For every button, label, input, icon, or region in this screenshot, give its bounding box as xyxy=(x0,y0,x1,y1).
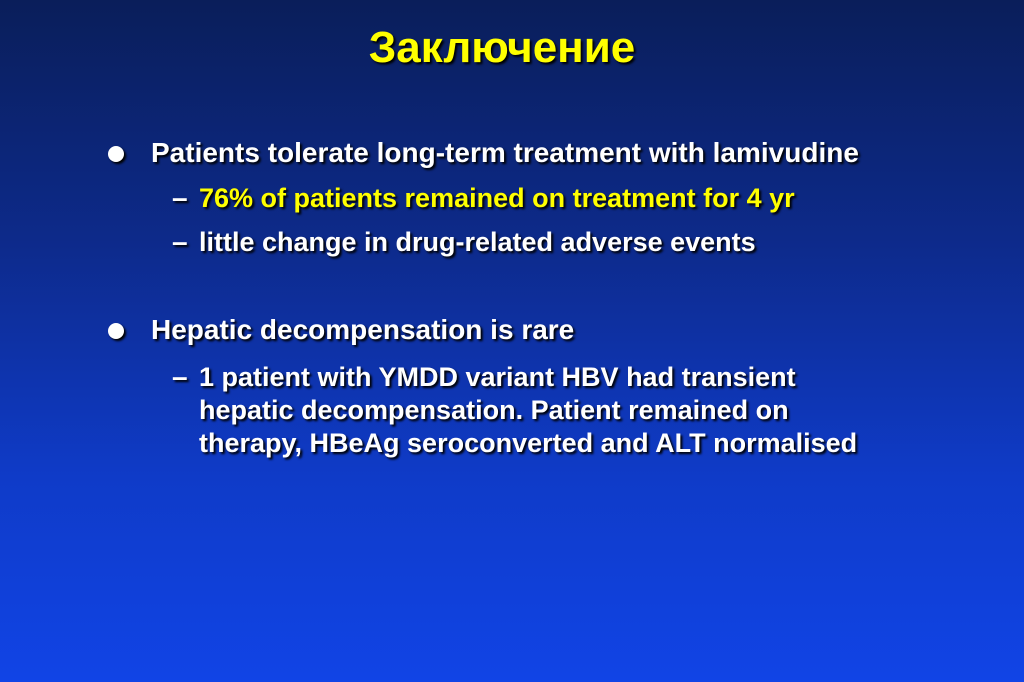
sub-bullet-1-1-text: 76% of patients remained on treatment for 4 yr xyxy=(199,183,795,213)
bullet-2-text: Hepatic decompensation is rare xyxy=(151,314,575,345)
sub-bullet-1-2-text: little change in drug-related adverse events xyxy=(199,227,756,257)
sub-bullet-dash: – xyxy=(172,361,188,392)
bullet-dot-icon xyxy=(108,146,124,162)
slide-title: Заключение xyxy=(368,23,636,72)
sub-bullet-2-1-line-3: therapy, HBeAg seroconverted and ALT normalised xyxy=(199,428,858,458)
bullet-1-text: Patients tolerate long-term treatment with lamivudine xyxy=(151,137,859,168)
sub-bullet-dash: – xyxy=(172,182,188,213)
sub-bullet-2-1-line-1: 1 patient with YMDD variant HBV had transient xyxy=(199,362,796,392)
bullet-dot-icon xyxy=(108,323,124,339)
sub-bullet-2-1-line-2: hepatic decompensation. Patient remained on xyxy=(199,395,789,425)
sub-bullet-dash: – xyxy=(172,226,188,257)
